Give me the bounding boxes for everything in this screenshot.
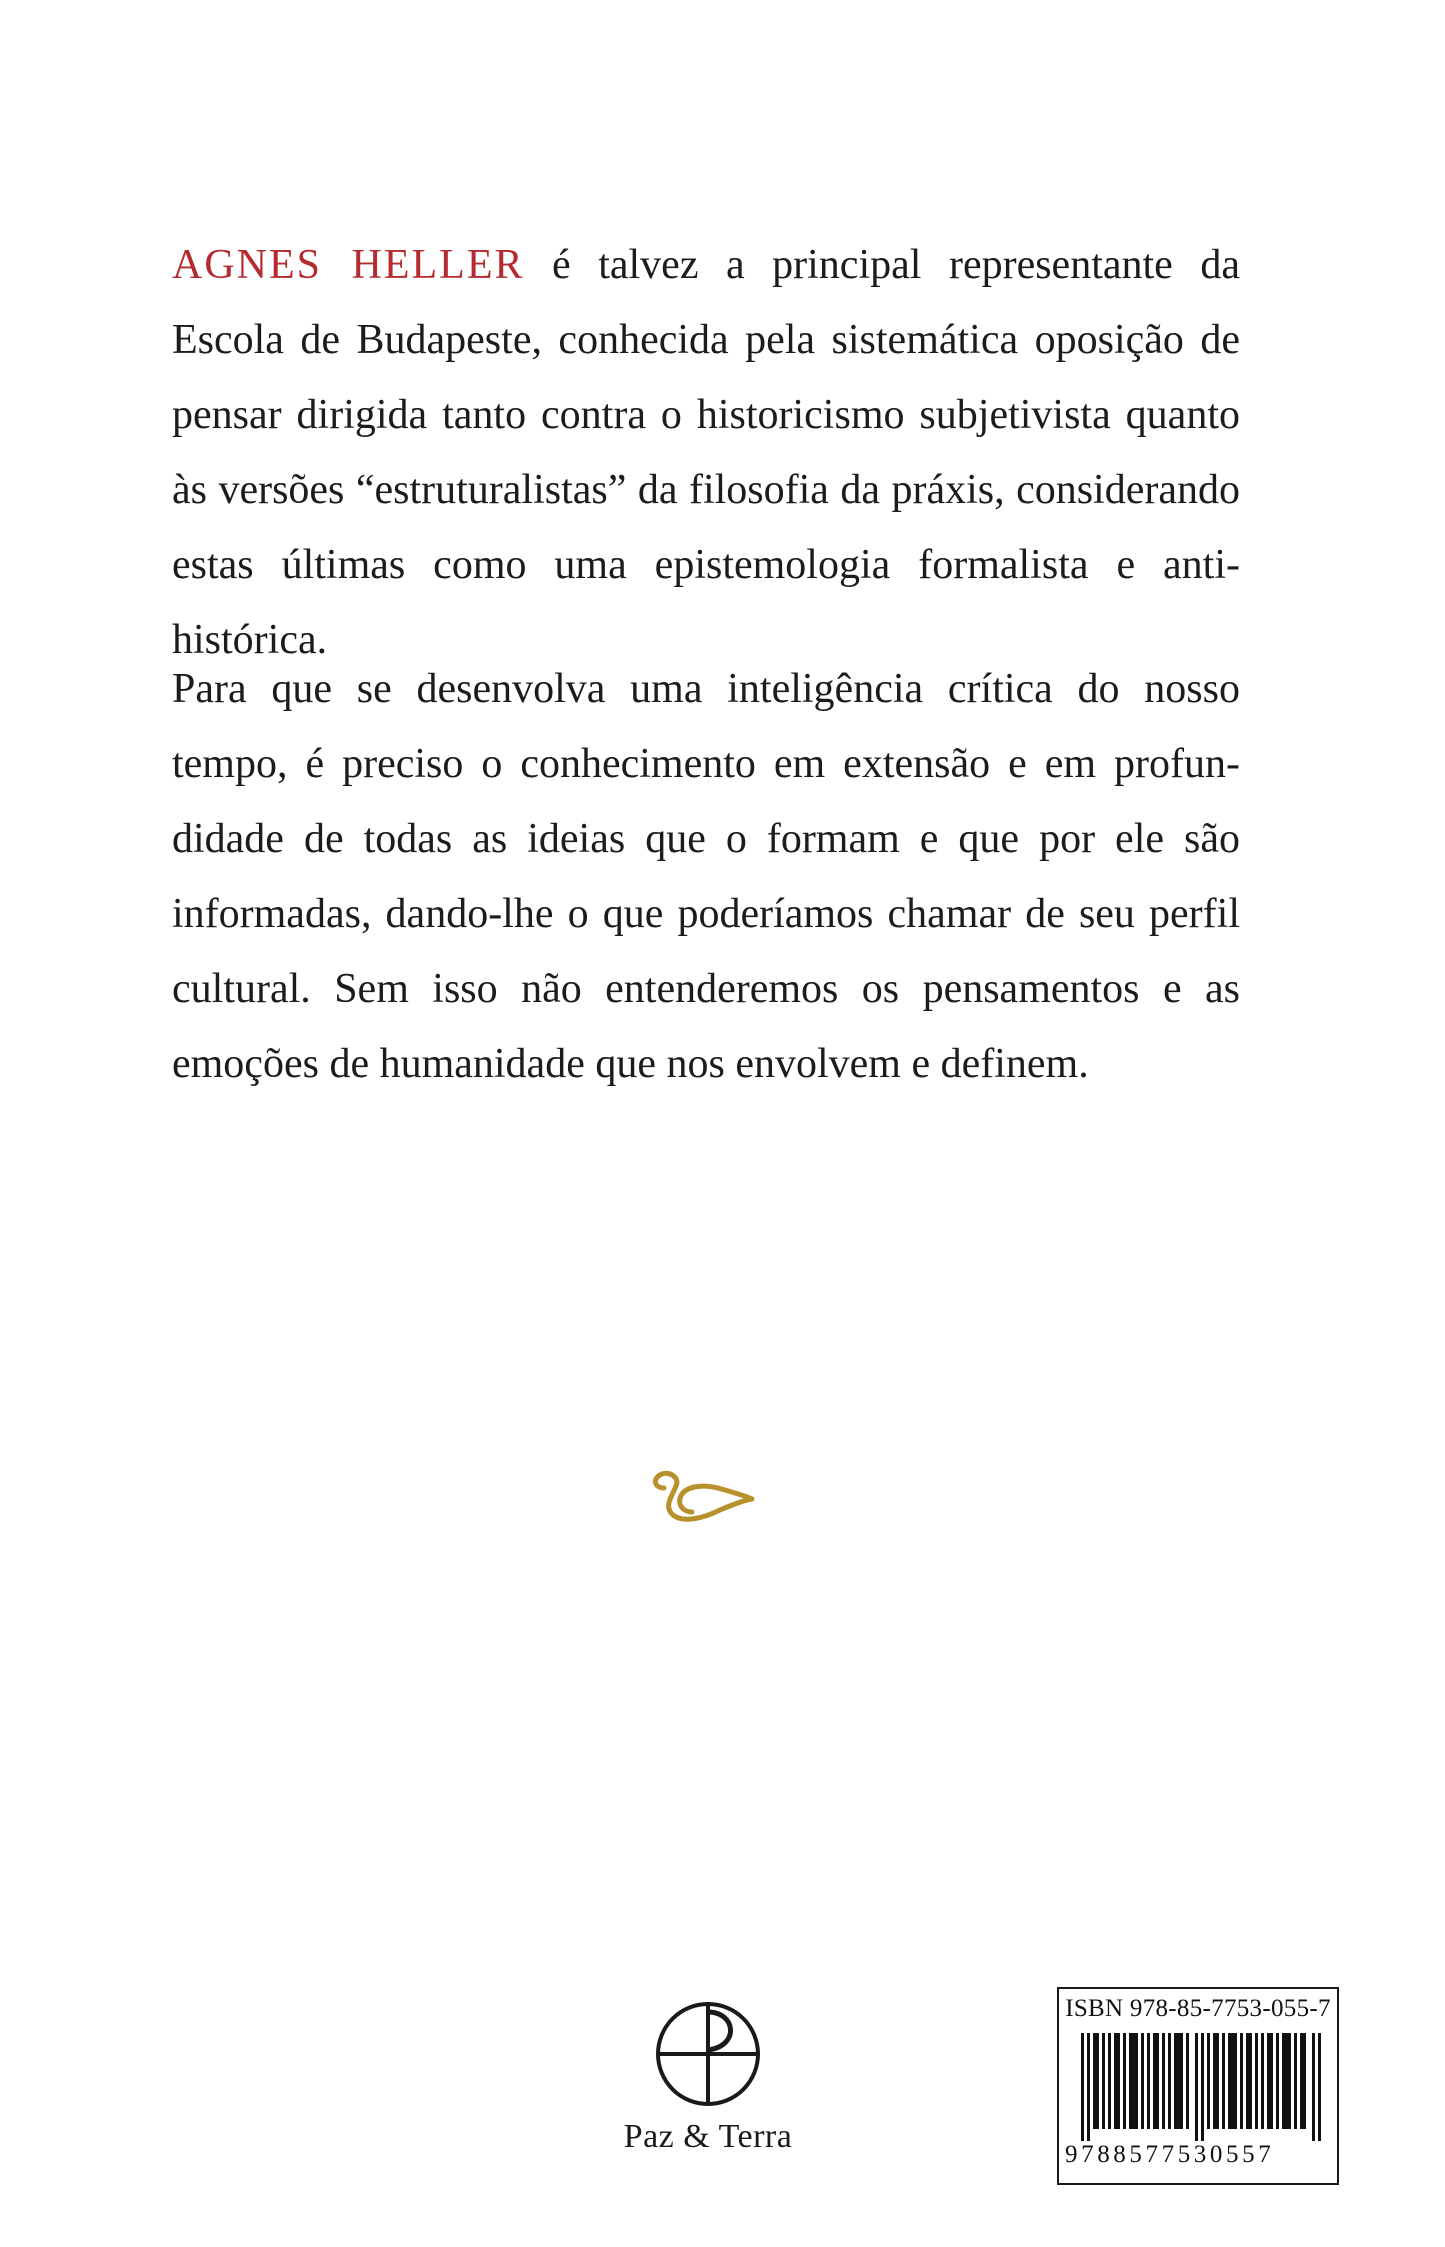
isbn-label: ISBN 978-85-7753-055-7 bbox=[1065, 1995, 1331, 2022]
author-name: AGNES HELLER bbox=[172, 242, 525, 288]
isbn-barcode-box bbox=[1057, 1987, 1339, 2185]
leaf-ornament-icon bbox=[648, 1468, 760, 1530]
back-cover-paragraph-2 bbox=[172, 652, 1240, 1102]
publisher-name: Paz & Terra bbox=[623, 2118, 793, 2155]
publisher-logo bbox=[613, 1998, 803, 2168]
paragraph-2-text: Para que se desenvolva uma inteligência crítica do nosso tempo, é preciso o conhecimento em extensão e em profundidade de todas as ideias que o formam e que por ele são informadas, dando-lhe o que poderíamos chamar de seu perfil cultural. Sem isso não entenderemos os pensamentos e as emoções de humanidade que nos envolvem e definem. bbox=[172, 666, 1240, 1087]
paragraph-1-text: é talvez a principal representante da Escola de Budapeste, conhecida pela sistemática oposição de pensar dirigida tanto contra o historicismo subjetivista quanto às versões “estruturalistas” da filosofia da práxis, considerando estas últimas como uma epistemologia formalista e anti-histórica. bbox=[172, 242, 1240, 663]
barcode bbox=[1081, 2033, 1321, 2141]
barcode-digits: 9788577530557 bbox=[1065, 2141, 1275, 2168]
back-cover-paragraph-1 bbox=[172, 228, 1240, 678]
paz-e-terra-logo-icon bbox=[648, 1998, 768, 2110]
